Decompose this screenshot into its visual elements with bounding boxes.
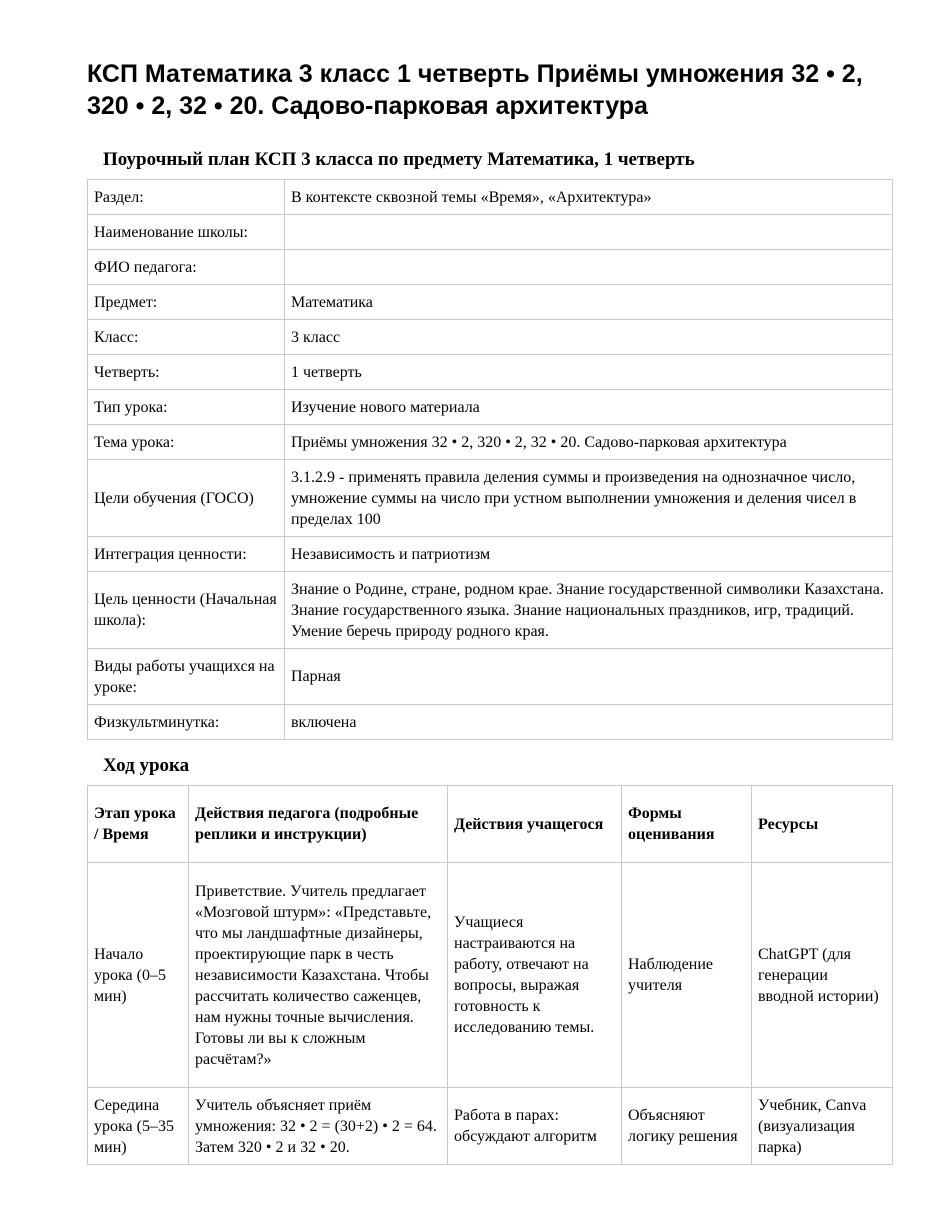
flow-resources: Учебник, Canva (визуализация парка) xyxy=(752,1088,893,1165)
lesson-flow-table xyxy=(87,785,893,1165)
info-row-subject xyxy=(88,285,893,320)
header-teacher-actions: Действия педагога (подробные реплики и инструкции) xyxy=(189,786,448,863)
flow-teacher-actions: Учитель объясняет приём умножения: 32 • 2 = (30+2) • 2 = 64. Затем 320 • 2 и 32 • 20. xyxy=(189,1088,448,1165)
info-value: 3.1.2.9 - применять правила деления суммы и произведения на однозначное число, умножение суммы на число при устном выполнении умножения и деления чисел в пределах 100 xyxy=(285,460,893,537)
flow-resources: ChatGPT (для генерации вводной истории) xyxy=(752,863,893,1088)
info-value: В контексте сквозной темы «Время», «Архитектура» xyxy=(285,180,893,215)
info-label: Класс: xyxy=(88,320,285,355)
info-label: ФИО педагога: xyxy=(88,250,285,285)
header-stage: Этап урока / Время xyxy=(88,786,189,863)
info-label: Интеграция ценности: xyxy=(88,537,285,572)
info-value: Парная xyxy=(285,649,893,705)
info-row-grade xyxy=(88,320,893,355)
info-value: Математика xyxy=(285,285,893,320)
info-row-quarter xyxy=(88,355,893,390)
info-value: 3 класс xyxy=(285,320,893,355)
info-row-work-types xyxy=(88,649,893,705)
info-label: Физкультминутка: xyxy=(88,705,285,740)
info-label: Предмет: xyxy=(88,285,285,320)
info-row-lesson-type xyxy=(88,390,893,425)
flow-student-actions: Учащиеся настраиваются на работу, отвечают на вопросы, выражая готовность к исследованию темы. xyxy=(448,863,622,1088)
flow-stage: Середина урока (5–35 мин) xyxy=(88,1088,189,1165)
plan-heading: Поурочный план КСП 3 класса по предмету Математика, 1 четверть xyxy=(103,149,695,170)
flow-assessment: Наблюдение учителя xyxy=(622,863,752,1088)
info-label: Тип урока: xyxy=(88,390,285,425)
header-assessment: Формы оценивания xyxy=(622,786,752,863)
info-value: Независимость и патриотизм xyxy=(285,537,893,572)
info-row-school xyxy=(88,215,893,250)
header-resources: Ресурсы xyxy=(752,786,893,863)
info-value: 1 четверть xyxy=(285,355,893,390)
flow-stage: Начало урока (0–5 мин) xyxy=(88,863,189,1088)
info-row-pe-break xyxy=(88,705,893,740)
info-row-teacher xyxy=(88,250,893,285)
flow-student-actions: Работа в парах: обсуждают алгоритм xyxy=(448,1088,622,1165)
info-label: Тема урока: xyxy=(88,425,285,460)
info-label: Наименование школы: xyxy=(88,215,285,250)
flow-row xyxy=(88,1088,893,1165)
info-label: Цель ценности (Начальная школа): xyxy=(88,572,285,649)
lesson-flow-heading: Ход урока xyxy=(103,755,190,776)
flow-header-row xyxy=(88,786,893,863)
info-row-objectives xyxy=(88,460,893,537)
info-label: Раздел: xyxy=(88,180,285,215)
info-value: Изучение нового материала xyxy=(285,390,893,425)
info-value xyxy=(285,250,893,285)
info-value: включена xyxy=(285,705,893,740)
info-label: Четверть: xyxy=(88,355,285,390)
info-row-topic xyxy=(88,425,893,460)
info-value: Приёмы умножения 32 • 2, 320 • 2, 32 • 20. Садово-парковая архитектура xyxy=(285,425,893,460)
header-student-actions: Действия учащегося xyxy=(448,786,622,863)
info-row-section xyxy=(88,180,893,215)
info-row-value-integration xyxy=(88,537,893,572)
info-value: Знание о Родине, стране, родном крае. Знание государственной символики Казахстана. Знание государственного языка. Знание национальных праздников, игр, традиций. Умение беречь природу родного края. xyxy=(285,572,893,649)
info-label: Виды работы учащихся на уроке: xyxy=(88,649,285,705)
info-label: Цели обучения (ГОСО) xyxy=(88,460,285,537)
info-value xyxy=(285,215,893,250)
flow-row xyxy=(88,863,893,1088)
flow-assessment: Объясняют логику решения xyxy=(622,1088,752,1165)
info-row-value-goal xyxy=(88,572,893,649)
document-title: КСП Математика 3 класс 1 четверть Приёмы умножения 32 • 2, 320 • 2, 32 • 20. Садово-парковая архитектура xyxy=(87,60,863,120)
lesson-info-table xyxy=(87,179,893,740)
flow-teacher-actions: Приветствие. Учитель предлагает «Мозговой штурм»: «Представьте, что мы ландшафтные дизайнеры, проектирующие парк в честь независимости Казахстана. Чтобы рассчитать количество саженцев, нам нужны точные вычисления. Готовы ли вы к сложным расчётам?» xyxy=(189,863,448,1088)
